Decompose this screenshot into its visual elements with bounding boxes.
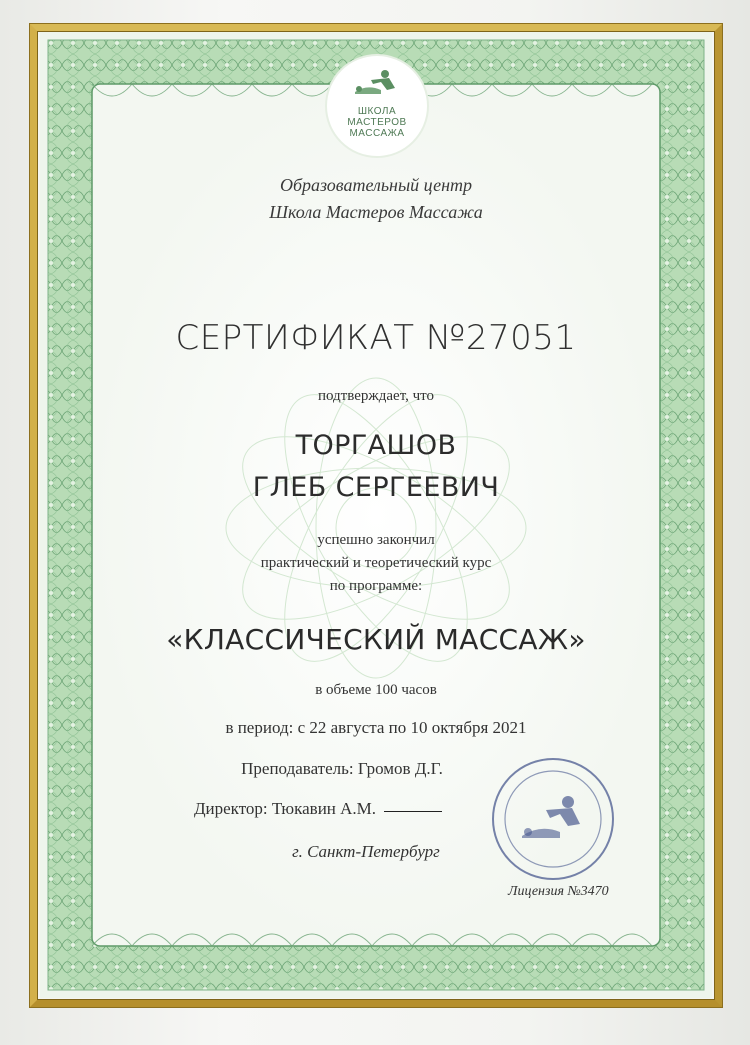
recipient-surname: ТОРГАШОВ — [295, 430, 457, 461]
logo-text-line-2: МАСТЕРОВ — [347, 117, 407, 128]
city-line: г. Санкт-Петербург — [292, 842, 440, 861]
course-name: «КЛАССИЧЕСКИЙ МАССАЖ» — [166, 623, 586, 656]
completed-line-2: практический и теоретический курс — [260, 555, 492, 571]
organization-stamp-icon — [488, 754, 618, 884]
org-line-1: Образовательный центр — [279, 175, 473, 195]
confirms-text: подтверждает, что — [317, 388, 435, 404]
certificate-title: СЕРТИФИКАТ №27051 — [175, 318, 577, 358]
completed-line-1: успешно закончил — [317, 532, 435, 548]
course-volume: в объеме 100 часов — [315, 682, 437, 698]
certificate-paper — [40, 32, 712, 998]
massage-logo-icon — [351, 68, 403, 98]
signature-line — [384, 811, 442, 812]
org-line-2: Школа Мастеров Массажа — [269, 202, 483, 222]
logo-text-line-1: ШКОЛА — [357, 106, 397, 117]
course-period: в период: с 22 августа по 10 октября 2021 — [225, 718, 527, 737]
school-logo — [327, 56, 427, 156]
completed-line-3: по программе: — [329, 578, 423, 594]
teacher-line: Преподаватель: Громов Д.Г. — [241, 759, 443, 778]
license-number: Лицензия №3470 — [508, 884, 609, 899]
logo-text-line-3: МАССАЖА — [349, 128, 405, 139]
recipient-given-names: ГЛЕБ СЕРГЕЕВИЧ — [252, 472, 500, 503]
director-text: Директор: Тюкавин А.М. — [193, 799, 377, 818]
